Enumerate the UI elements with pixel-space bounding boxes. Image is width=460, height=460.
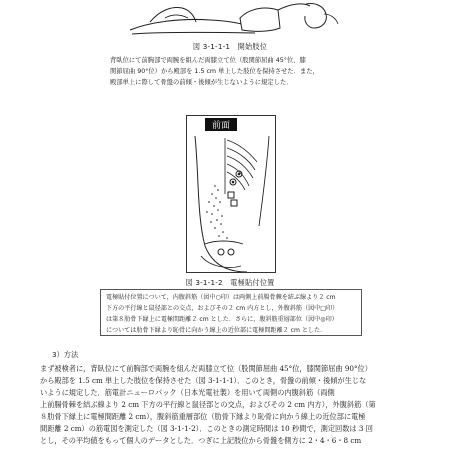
body-line: 間距離 2 cm）の筋電図を測定した（図 3-1-1-2）．このときの測定時間は 10 秒間で，測定回数は 3 回 [40,424,373,433]
front-view-label: 前面 [211,121,231,131]
starting-position-illustration [110,0,350,40]
body-line: いように規定した．筋電計ニューロパック（日本光電社製）を用いて両側の内腹斜筋（両側 [40,388,335,397]
description-line: 関節屈曲 90°位）から殿部を 1.5 cm 単上した肢位を保持させた．また， [110,68,319,75]
note-line: 下方の平行線と鼠径部との交点，およびその２ cm 内方とし，外腹斜筋（図中□印） [106,305,339,312]
note-line: は第８肋骨下縁上に電極間距離２ cm とした．さらに，腹斜筋重層部位（図中◎印） [106,316,338,323]
body-line: 上前腸骨棘を結ぶ線より 2 cm 下方の平行線と鼠径部との交点，およびその 2 cm 内方），外腹斜筋（第 [40,400,376,409]
body-line: ８肋骨下縁上に電極間距離 2 cm），腹斜筋重層部位（肋骨下縁より恥骨に向かう線上の近位部に電極 [40,412,366,421]
figure-1-description [110,55,370,88]
note-line: については肋骨下縁より恥骨に向かう線上の近位部に電極間距離２ cm とした． [106,327,327,334]
body-line: から殿部を 1.5 cm 単上した肢位を保持させた（図 3-1-1-1）．このとき，骨盤の前傾・後傾が生じな [40,376,367,385]
section-heading: 3）方法 [52,350,79,359]
body-text [40,363,420,447]
body-line: まず被検者に，背臥位にて前胸部で両腕を組んだ両膝立て位（股関節屈曲 45°位，膝関節屈曲 90°位） [40,364,372,373]
body-line: とし，その平均値をもって個人のデータとした．つぎに上記肢位から骨盤を側方に 2・4・6・8 cm [40,436,362,445]
figure-2-caption: 図 3-1-1-2 電極貼付位置 [185,278,275,287]
electrode-note-box [100,289,362,336]
description-line: 殿部単上に際して骨盤の前傾・後傾が生じないように規定した． [110,79,293,86]
description-line: 背臥位にて前胸部で両腕を組んだ両膝立て位（股関節屈曲 45°位、膝 [110,57,306,64]
abdomen-illustration [187,116,276,273]
note-line: 電極貼付位置について，内腹斜筋（図中○印）は両側上前腸骨棘を結ぶ線より２ cm [106,294,336,301]
figure-1-caption: 図 3-1-1-1 開始肢位 [192,42,268,51]
electrode-placement-figure [186,115,276,273]
